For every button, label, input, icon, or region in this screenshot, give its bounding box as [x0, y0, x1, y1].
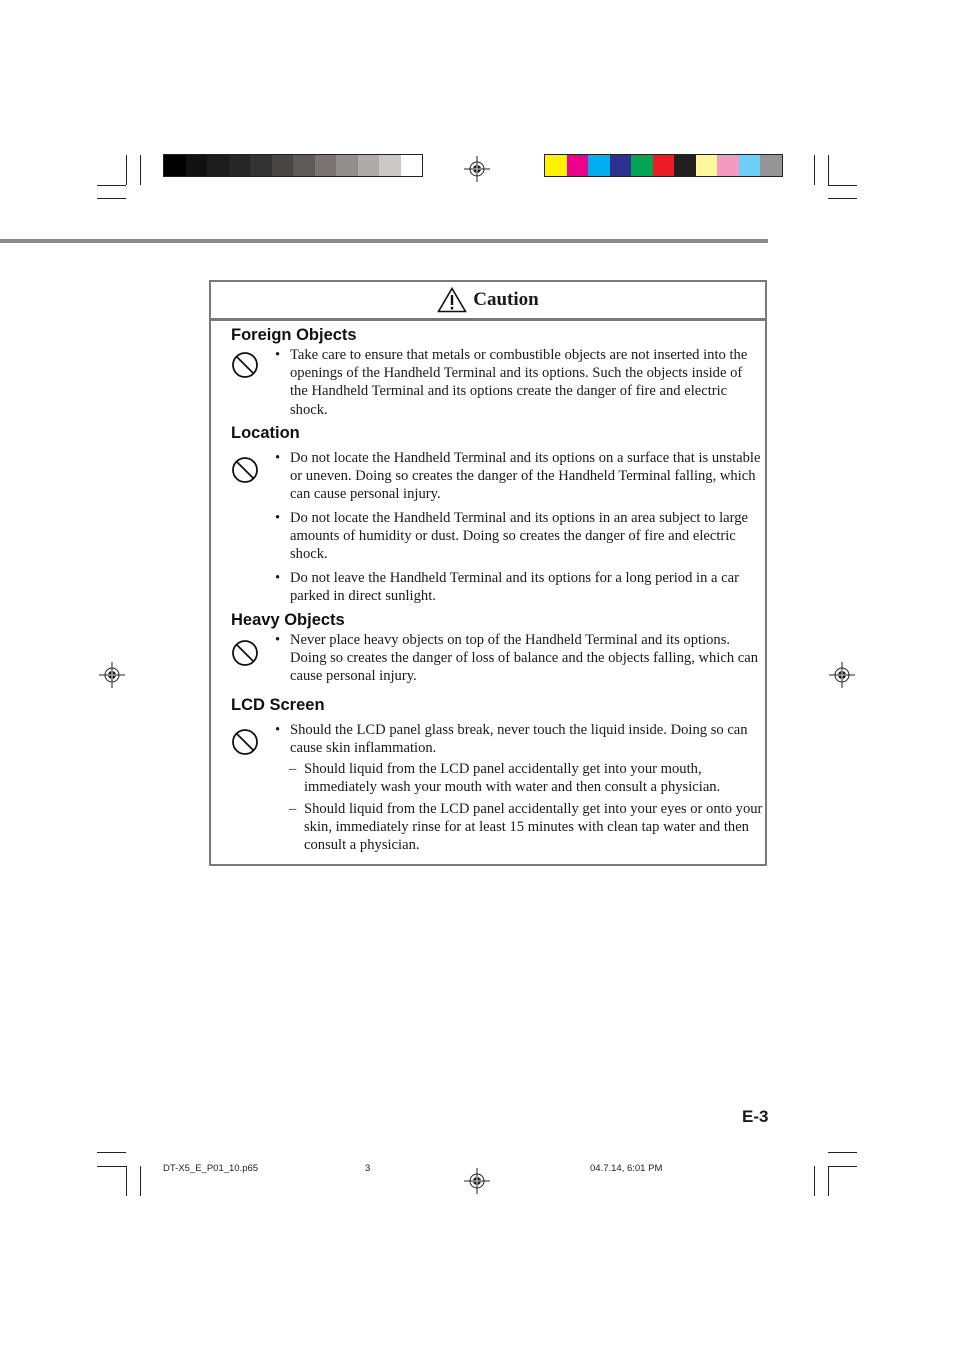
sub-item-text: Should liquid from the LCD panel accidentally get into your mouth, immediately wash your mouth with water and then consult a physician. — [304, 761, 721, 796]
bullet-text: Do not locate the Handheld Terminal and its options on a surface that is unstable or uneven. Doing so creates the danger of the Handheld Terminal falling, which can cause personal injury. — [290, 450, 761, 503]
color-swatch — [164, 155, 186, 176]
sub-list-item — [289, 800, 763, 855]
color-swatch — [358, 155, 380, 176]
section-heading-foreign-objects: Foreign Objects — [231, 326, 357, 344]
color-swatch — [567, 155, 589, 176]
caution-header — [211, 282, 765, 321]
color-swatch — [207, 155, 229, 176]
prohibition-icon — [231, 351, 259, 379]
page-number: E-3 — [742, 1107, 769, 1126]
list-item — [275, 509, 761, 564]
color-swatch — [293, 155, 315, 176]
color-swatch — [229, 155, 251, 176]
prohibition-icon — [231, 728, 259, 756]
crop-mark — [97, 198, 126, 199]
color-swatch — [272, 155, 294, 176]
crop-mark — [97, 1152, 126, 1153]
color-swatch — [315, 155, 337, 176]
caution-title: Caution — [473, 289, 539, 310]
bullet-marker: • — [275, 570, 281, 586]
bullet-marker: • — [275, 450, 281, 466]
section-heading-lcd-screen: LCD Screen — [231, 696, 325, 714]
caution-box — [209, 280, 767, 866]
bullet-marker: • — [275, 347, 281, 363]
registration-mark-icon — [464, 156, 490, 182]
bullet-text: Never place heavy objects on top of the Handheld Terminal and its options. Doing so creates the danger of loss of balance and the objects falling, which can cause personal injury. — [290, 632, 759, 685]
crop-mark — [97, 185, 126, 186]
sub-list-item — [289, 760, 763, 796]
dash-marker: – — [289, 801, 297, 817]
color-swatch — [696, 155, 718, 176]
header-rule — [0, 239, 768, 243]
bullet-marker: • — [275, 510, 281, 526]
crop-mark — [140, 1166, 141, 1196]
list-item — [275, 569, 761, 605]
process-color-bar — [544, 154, 783, 177]
list-item — [275, 721, 761, 757]
crop-mark — [814, 155, 815, 185]
dash-marker: – — [289, 761, 297, 777]
crop-mark — [828, 155, 829, 185]
list-item — [275, 449, 761, 504]
crop-mark — [828, 1166, 829, 1196]
list-item — [275, 631, 761, 686]
prohibition-icon — [231, 456, 259, 484]
color-swatch — [401, 155, 423, 176]
prohibition-icon — [231, 639, 259, 667]
color-swatch — [760, 155, 782, 176]
bullet-text: Do not locate the Handheld Terminal and its options in an area subject to large amounts of humidity or dust. Doing so creates the danger of fire and electric shock. — [290, 510, 749, 563]
color-swatch — [653, 155, 675, 176]
bullet-text: Do not leave the Handheld Terminal and its options for a long period in a car parked in direct sunlight. — [290, 570, 739, 605]
crop-mark — [828, 1152, 857, 1153]
color-swatch — [186, 155, 208, 176]
crop-mark — [828, 185, 857, 186]
color-swatch — [674, 155, 696, 176]
section-heading-location: Location — [231, 424, 300, 442]
bullet-marker: • — [275, 722, 281, 738]
bullet-marker: • — [275, 632, 281, 648]
section-heading-heavy-objects: Heavy Objects — [231, 611, 345, 629]
registration-mark-icon — [464, 1168, 490, 1194]
crop-mark — [97, 1166, 126, 1167]
color-swatch — [336, 155, 358, 176]
crop-mark — [828, 198, 857, 199]
slug-page-number: 3 — [365, 1163, 371, 1174]
color-swatch — [588, 155, 610, 176]
crop-mark — [126, 1166, 127, 1196]
color-swatch — [250, 155, 272, 176]
color-swatch — [631, 155, 653, 176]
crop-mark — [828, 1166, 857, 1167]
warning-triangle-icon — [437, 287, 467, 313]
color-swatch — [610, 155, 632, 176]
crop-mark — [814, 1166, 815, 1196]
crop-mark — [140, 155, 141, 185]
slug-date: 04.7.14, 6:01 PM — [590, 1163, 663, 1174]
sub-item-text: Should liquid from the LCD panel accidentally get into your eyes or onto your skin, immediately rinse for at least 15 minutes with clean tap water and then consult a physician. — [304, 801, 763, 854]
color-swatch — [545, 155, 567, 176]
grayscale-color-bar — [163, 154, 423, 177]
registration-mark-icon — [829, 662, 855, 688]
color-swatch — [379, 155, 401, 176]
list-item — [275, 346, 761, 419]
bullet-text: Take care to ensure that metals or combustible objects are not inserted into the openings of the Handheld Terminal and its options. Such the objects inside of the Handheld Terminal and its options create the danger of fire and electric shock. — [290, 347, 748, 418]
crop-mark — [126, 155, 127, 185]
color-swatch — [739, 155, 761, 176]
registration-mark-icon — [99, 662, 125, 688]
bullet-text: Should the LCD panel glass break, never touch the liquid inside. Doing so can cause skin inflammation. — [290, 722, 748, 757]
slug-file-name: DT-X5_E_P01_10.p65 — [163, 1163, 259, 1174]
color-swatch — [717, 155, 739, 176]
